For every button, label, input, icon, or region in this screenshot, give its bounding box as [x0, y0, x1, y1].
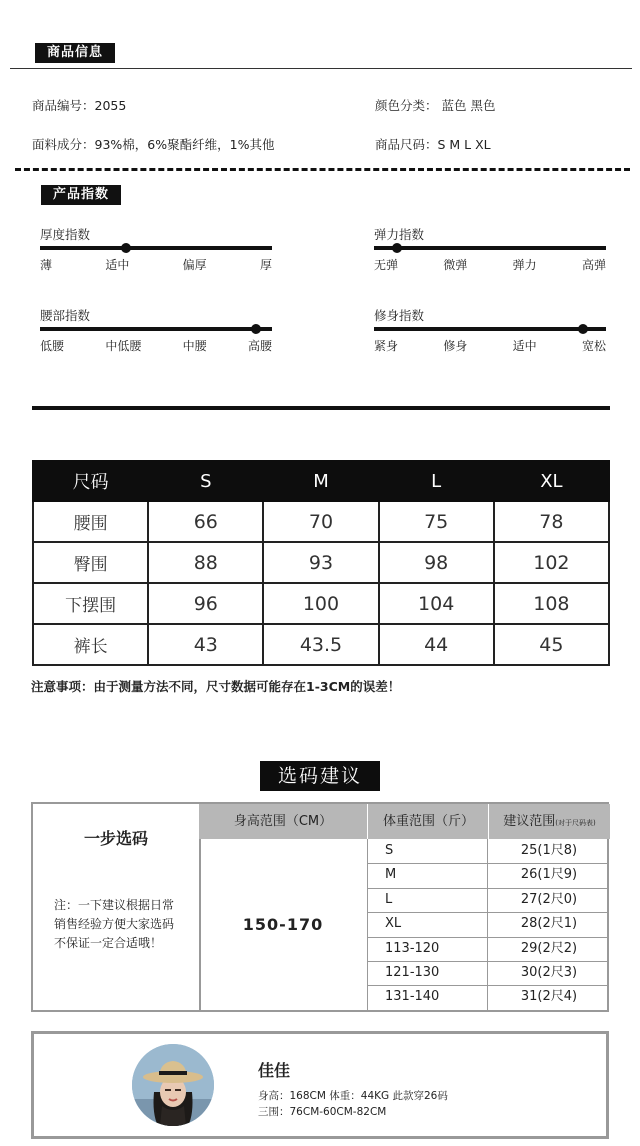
recommend-row	[367, 839, 609, 864]
scale-tick: 弹力	[512, 258, 537, 272]
recommend-row	[367, 863, 609, 888]
table-cell: 44	[379, 624, 494, 665]
scale-line	[40, 327, 272, 331]
product-index-label: 产品指数	[41, 185, 121, 205]
recommend-row	[367, 937, 609, 962]
scale-ticks	[40, 337, 272, 354]
scale-line	[374, 327, 606, 331]
scale-ticks	[40, 256, 272, 273]
weight-cell: XL	[385, 916, 402, 932]
col-size-label: 建议范围	[503, 814, 556, 829]
table-row	[33, 501, 609, 542]
weight-cell: 121-130	[385, 965, 440, 980]
product-fabric: 面料成分：93%棉，6%聚酯纤维，1%其他	[32, 137, 275, 152]
model-measurements: 三围：76CM-60CM-82CM	[258, 1106, 387, 1118]
size-cell: 27(2尺0)	[487, 888, 610, 912]
table-cell: 104	[379, 583, 494, 624]
weight-cell: M	[385, 867, 397, 883]
divider	[10, 68, 632, 69]
thickness-scale	[40, 225, 272, 275]
recommend-left-panel	[33, 804, 201, 1010]
table-row	[33, 583, 609, 624]
scale-tick: 微弹	[443, 258, 468, 272]
scale-tick: 适中	[512, 339, 537, 353]
size-table	[32, 460, 610, 666]
scale-tick: 紧身	[374, 339, 399, 353]
recommend-left-title: 一步选码	[83, 829, 148, 848]
size-cell: 26(1尺9)	[487, 863, 610, 887]
model-avatar	[132, 1044, 214, 1126]
row-label: 下摆围	[33, 583, 148, 624]
weight-cell: 113-120	[385, 940, 440, 956]
note-line: 销售经验方便大家选码	[54, 917, 175, 931]
scale-tick: 薄	[40, 258, 53, 272]
scale-tick: 偏厚	[182, 258, 207, 272]
recommend-row	[367, 961, 609, 986]
product-sizes: 商品尺码：S M L XL	[375, 137, 491, 152]
scale-tick: 无弹	[374, 258, 399, 272]
model-card	[31, 1031, 609, 1139]
table-cell: 98	[379, 542, 494, 583]
header-cell: L	[379, 461, 494, 501]
row-label: 裤长	[33, 624, 148, 665]
table-cell: 93	[263, 542, 378, 583]
table-cell: 88	[148, 542, 263, 583]
col-height-header: 身高范围（CM）	[199, 804, 367, 839]
waist-scale	[40, 306, 272, 356]
scale-tick: 中低腰	[105, 339, 142, 353]
recommend-title: 选码建议	[260, 761, 380, 791]
table-cell: 102	[494, 542, 609, 583]
scale-line	[374, 246, 606, 250]
model-photo	[132, 1044, 214, 1126]
size-cell: 31(2尺4)	[487, 985, 610, 1009]
section-divider	[32, 406, 610, 410]
elasticity-scale	[374, 225, 606, 275]
weight-cell: S	[385, 843, 394, 858]
row-label: 腰围	[33, 501, 148, 542]
col-size-header	[488, 804, 610, 839]
recommend-row	[367, 888, 609, 913]
note-line: 注：一下建议根据日常	[54, 898, 175, 912]
scale-title: 修身指数	[374, 308, 425, 323]
fit-scale	[374, 306, 606, 356]
scale-tick: 低腰	[40, 339, 65, 353]
scale-title: 厚度指数	[40, 227, 91, 242]
recommend-note	[54, 896, 174, 953]
scale-marker	[578, 324, 588, 334]
model-name: 佳佳	[258, 1061, 291, 1080]
table-cell: 45	[494, 624, 609, 665]
note-line: 不保证一定合适哦！	[54, 936, 163, 950]
scale-tick: 中腰	[182, 339, 207, 353]
size-cell: 30(2尺3)	[487, 961, 610, 985]
col-size-note: (对于尺码表)	[555, 819, 596, 827]
header-cell: M	[263, 461, 378, 501]
scale-tick: 修身	[443, 339, 468, 353]
scale-tick: 宽松	[581, 339, 606, 353]
table-row	[33, 542, 609, 583]
table-cell: 66	[148, 501, 263, 542]
scale-marker	[121, 243, 131, 253]
scale-marker	[392, 243, 402, 253]
recommend-row	[367, 912, 609, 937]
model-stats: 身高：168CM 体重：44KG 此款穿26码	[258, 1090, 448, 1102]
product-code: 商品编号：2055	[32, 98, 127, 113]
table-cell: 75	[379, 501, 494, 542]
scale-tick: 高弹	[581, 258, 606, 272]
table-cell: 43	[148, 624, 263, 665]
table-cell: 108	[494, 583, 609, 624]
recommend-table	[31, 802, 609, 1012]
row-label: 臀围	[33, 542, 148, 583]
size-cell: 28(2尺1)	[487, 912, 610, 936]
scale-line	[40, 246, 272, 250]
measurement-note: 注意事项：由于测量方法不同，尺寸数据可能存在1-3CM的误差！	[31, 679, 401, 694]
table-cell: 43.5	[263, 624, 378, 665]
scale-tick: 适中	[105, 258, 130, 272]
scale-ticks	[374, 256, 606, 273]
table-cell: 78	[494, 501, 609, 542]
table-cell: 96	[148, 583, 263, 624]
scale-tick: 高腰	[247, 339, 272, 353]
header-cell: 尺码	[33, 461, 148, 501]
weight-cell: L	[385, 891, 393, 907]
product-info-label: 商品信息	[35, 43, 115, 63]
weight-cell: 131-140	[385, 989, 440, 1005]
scale-tick: 厚	[259, 258, 272, 272]
scale-ticks	[374, 337, 606, 354]
table-cell: 100	[263, 583, 378, 624]
col-weight-header: 体重范围（斤）	[367, 804, 489, 839]
table-row	[33, 624, 609, 665]
table-cell: 70	[263, 501, 378, 542]
scale-title: 弹力指数	[374, 227, 425, 242]
scale-title: 腰部指数	[40, 308, 91, 323]
product-colors: 颜色分类： 蓝色 黑色	[375, 98, 496, 113]
size-cell: 25(1尺8)	[487, 839, 610, 863]
height-range: 150-170	[199, 839, 368, 1010]
size-cell: 29(2尺2)	[487, 937, 610, 961]
dashed-divider	[15, 168, 630, 171]
header-cell: XL	[494, 461, 609, 501]
header-cell: S	[148, 461, 263, 501]
recommend-row	[367, 985, 609, 1009]
size-table-header	[33, 461, 609, 501]
scale-marker	[251, 324, 261, 334]
